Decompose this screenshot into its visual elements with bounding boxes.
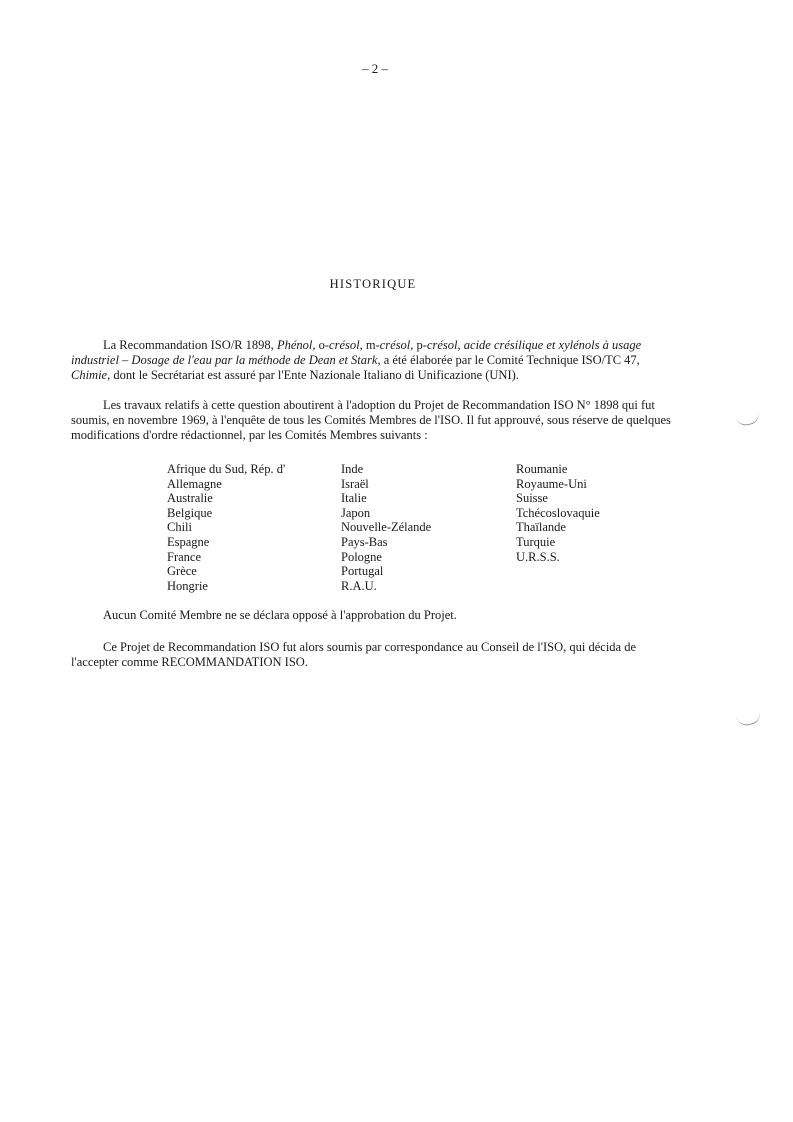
country-item: Australie [167, 491, 213, 506]
country-item: U.R.S.S. [516, 549, 560, 564]
country-item: Suisse [516, 491, 548, 506]
country-item: Tchécoslovaquie [516, 505, 600, 520]
p3-text: Aucun Comité Membre ne se déclara opposé à l'approbation du Projet. [103, 608, 457, 622]
country-item: Pologne [341, 549, 382, 564]
p1-italic-d: crésol, acide crésilique et xylénols à usage industriel – Dosage de l'eau par la méthode de Dean et Stark [71, 338, 642, 367]
p1-text-f: dont le Secrétariat est assuré par l'Ente Nazionale Italiano di Unificazione (UNI). [110, 367, 519, 382]
margin-mark [736, 712, 762, 728]
country-column-3 [516, 462, 600, 564]
country-item: Espagne [167, 534, 210, 549]
margin-mark [735, 412, 761, 428]
country-item: Italie [341, 491, 367, 506]
country-item: Royaume-Uni [516, 476, 587, 491]
country-item: Inde [341, 462, 364, 476]
country-item: Portugal [341, 564, 384, 579]
history-paragraph-1 [71, 338, 675, 382]
p1-text-c: m- [362, 338, 380, 352]
p1-text-b: o- [315, 338, 330, 352]
p2-text: Les travaux relatifs à cette question aboutirent à l'adoption du Projet de Recommandation ISO N° 1898 qui fut soumis, en novembre 1969, à l'enquête de tous les Comités Membres de l'ISO. Il fut approuvé, sous réserve de quelques modifications d'ordre rédactionnel, par les Comités Membres suivants : [71, 398, 671, 442]
country-item: R.A.U. [341, 578, 377, 593]
p1-text-a: La Recommandation ISO/R 1898, [103, 338, 277, 352]
country-item: Japon [341, 505, 371, 520]
country-item: Afrique du Sud, Rép. d' [167, 462, 286, 476]
country-item: Pays-Bas [341, 534, 388, 549]
history-paragraph-3 [71, 608, 675, 623]
p1-italic-c: crésol, [379, 338, 414, 352]
country-item: Allemagne [167, 476, 222, 491]
country-item: Israël [341, 476, 369, 491]
page-number: – 2 – [362, 61, 388, 76]
history-paragraph-2 [71, 398, 675, 442]
p1-italic-a: Phénol, [276, 338, 316, 352]
country-column-2 [341, 462, 431, 593]
p1-text-e: , a été élaborée par le Comité Technique ISO/TC 47, [377, 352, 640, 367]
p4-text: Ce Projet de Recommandation ISO fut alors soumis par correspondance au Conseil de l'ISO, qui décida de l'accepter comme RECOMMANDATION ISO. [71, 640, 637, 669]
country-item: France [167, 549, 202, 564]
country-item: Roumanie [516, 462, 568, 476]
p1-text-d: p- [413, 338, 427, 352]
country-item: Grèce [167, 564, 197, 579]
section-heading: HISTORIQUE [329, 277, 417, 291]
country-item: Nouvelle-Zélande [341, 520, 432, 535]
p1-italic-e: Chimie, [71, 367, 111, 382]
history-paragraph-4 [71, 640, 675, 670]
country-item: Turquie [516, 534, 556, 549]
country-item: Hongrie [167, 578, 208, 593]
country-item: Thaïlande [516, 520, 566, 535]
country-column-1 [167, 462, 285, 593]
p1-italic-b: crésol, [329, 338, 363, 352]
country-item: Chili [167, 520, 193, 535]
country-item: Belgique [167, 505, 213, 520]
